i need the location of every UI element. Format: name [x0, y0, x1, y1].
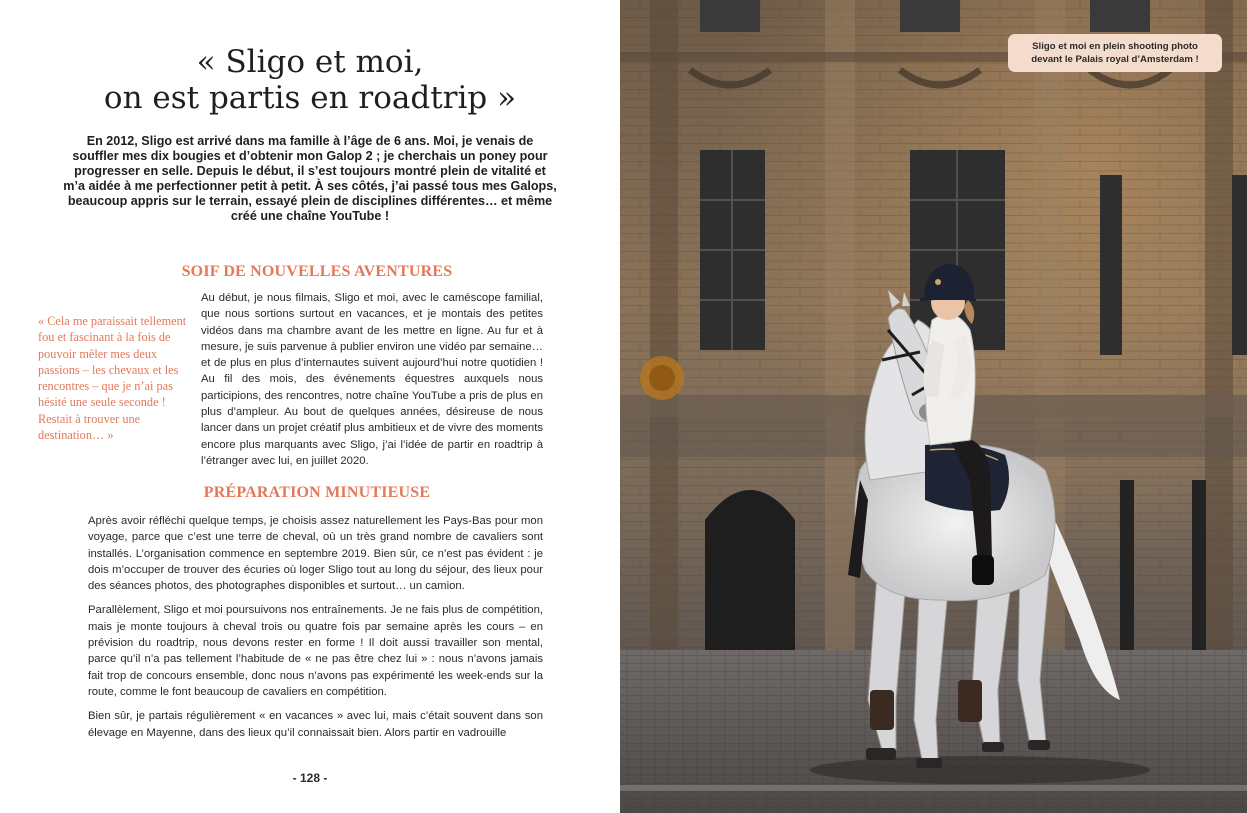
body-paragraph-1: Au début, je nous filmais, Sligo et moi, avec le caméscope familial, que nous sortions surtout en vacances, et je montais des petites vidéos dans ma chambre avant de les mettre en ligne. Au fur et à mesure, je suis parvenue à publier environ une vidéo par semaine… et de plus en plus d’internautes suivent aujourd’hui notre quotidien ! Au fil des mois, des événements équestres auxquels nous participions, des rencontres, notre chaîne YouTube a pris de plus en plus d’ampleur. Au bout de quelques années, désireuse de nous lancer dans un projet créatif plus ambitieux et de vivre des moments encore plus marquants avec Sligo, j’ai l’idée de partir en roadtrip à l’étranger avec lui, en juillet 2020. [201, 292, 543, 467]
photo-caption: Sligo et moi en plein shooting photo devant le Palais royal d’Amsterdam ! [1008, 34, 1222, 72]
section-heading-preparation: PRÉPARATION MINUTIEUSE [203, 484, 431, 501]
title-line-1: « Sligo et moi, [196, 44, 424, 80]
page-number: - 128 - [292, 771, 328, 785]
title-line-2: on est partis en roadtrip » [103, 80, 517, 116]
body-paragraph-3: Parallèlement, Sligo et moi poursuivons nos entraînements. Je ne fais plus de compétition, mais je monte toujours à cheval trois ou quatre fois par semaine après les cours – en prévision du roadtrip, nous devons rester en forme ! Il doit aussi travailler son mental, parce qu’il n’a pas tellement l’habitude de « ne pas être chez lui » : nous n’avons jamais fait trop de concours ensemble, donc nous n’avons pas expérimenté les week-ends sur la route, comme le font beaucoup de cavaliers en compétition. [88, 604, 543, 698]
intro-paragraph: En 2012, Sligo est arrivé dans ma famille à l’âge de 6 ans. Moi, je venais de souffler mes dix bougies et d’obtenir mon Galop 2 ; je cherchais un poney pour progresser en selle. Depuis le début, il s’est toujours montré plein de vitalité et m’a aidée à me perfectionner petit à petit. À ses côtés, j’ai passé tous mes Galops, beaucoup appris sur le terrain, essayé plein de disciplines différentes… et même créé une chaîne YouTube ! [63, 134, 557, 223]
article-title [60, 44, 560, 116]
body-paragraph-4: Bien sûr, je partais régulièrement « en vacances » avec lui, mais c’était souvent dans son élevage en Mayenne, dans des lieux qu’il connaissait bien. Alors partir en vadrouille [88, 710, 543, 739]
photo-rider-on-horse [620, 0, 1247, 813]
pull-quote: « Cela me paraissait tellement fou et fascinant à la fois de pouvoir mêler mes deux passions – les chevaux et les rencontres – que je n’ai pas hésité une seule seconde ! Restait à trouver une destination… » [38, 314, 187, 443]
right-page [620, 0, 1247, 813]
section-heading-soif: SOIF DE NOUVELLES AVENTURES [181, 263, 453, 280]
section-2-body [88, 513, 543, 749]
left-page [0, 0, 620, 813]
body-paragraph-2: Après avoir réfléchi quelque temps, je choisis assez naturellement les Pays-Bas pour mon voyage, parce que c’est une terre de cheval, où un très grand nombre de cavaliers sont installés. L’organisation commence en septembre 2019. Bien sûr, ce n’est pas évident : je dois m’occuper de trouver des écuries où loger Sligo tout au long du séjour, des lieux pour des séances photos, des photographes disponibles et surtout… un camion. [88, 515, 543, 593]
